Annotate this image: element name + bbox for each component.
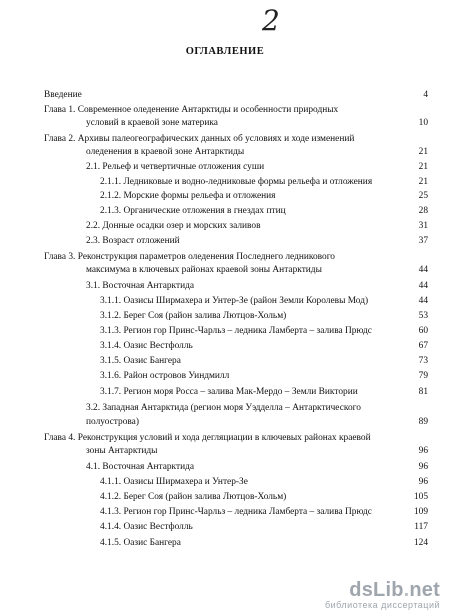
toc-entry-page: 109 <box>413 507 428 517</box>
toc-entry-page: 89 <box>418 417 428 427</box>
toc-entry-text: зоны Антарктиды <box>86 446 158 456</box>
toc-entry-page: 21 <box>418 162 428 172</box>
toc-entry-page: 67 <box>418 341 428 351</box>
toc-entry-page: 21 <box>418 147 428 157</box>
toc-entry-text: 4.1.4. Оазис Вестфолль <box>100 522 193 532</box>
toc-entry-page: 37 <box>418 236 428 246</box>
toc-entry-text: максимума в ключевых районах краевой зоны Антарктиды <box>86 265 322 275</box>
toc-entry-text: 2.2. Донные осадки озер и морских заливов <box>86 221 261 231</box>
page-title: ОГЛАВЛЕНИЕ <box>185 46 265 57</box>
toc-entry-text: оледенения в краевой зоне Антарктиды <box>86 147 245 157</box>
toc-entry-page: 96 <box>418 477 428 487</box>
watermark-brand-left: dsLib <box>349 579 404 601</box>
toc-entry-text: 2.1.2. Морские формы рельефа и отложения <box>100 191 276 201</box>
toc-entry-text: 3.1.7. Регион моря Росса – залива Мак-Мердо – Земли Виктории <box>100 387 358 397</box>
toc-entry-text: Глава 1. Современное оледенение Антарктиды и особенности природных <box>44 105 339 115</box>
toc-entry-text: 4.1.2. Берег Соя (район залива Лютцов-Хольм) <box>100 492 287 502</box>
toc-entry-text: Введение <box>44 90 82 100</box>
toc-entry-text: 3.1.6. Район островов Уиндмилл <box>100 371 230 381</box>
toc-entry-page: 105 <box>413 492 428 502</box>
toc-entry-page: 117 <box>414 522 428 532</box>
toc-entry-page: 81 <box>418 387 428 397</box>
toc-entry-page: 44 <box>418 296 428 306</box>
toc-entry-text: 3.1.2. Берег Соя (район залива Лютцов-Хольм) <box>100 311 287 321</box>
toc-entry-text: Глава 2. Архивы палеогеографических данных об условиях и ходе изменений <box>44 134 355 144</box>
toc-entry-text: 3.1.5. Оазис Бангера <box>100 356 181 366</box>
toc-entry-page: 73 <box>418 356 428 366</box>
toc-entry-text: условий в краевой зоне материка <box>86 118 218 128</box>
toc-entry-text: полуострова) <box>86 417 139 427</box>
watermark-brand-dot: . <box>403 579 410 601</box>
toc-entry-page: 4 <box>423 90 428 100</box>
toc-entry-text: Глава 3. Реконструкция параметров оледенения Последнего ледникового <box>44 252 335 262</box>
toc-entry-text: 3.1.4. Оазис Вестфолль <box>100 341 193 351</box>
toc-entry-text: 3.1.1. Оазисы Ширмахера и Унтер-Зе (район Земли Королевы Мод) <box>100 296 369 306</box>
toc-entry-page: 124 <box>413 538 428 548</box>
toc-entry-text: 2.1.3. Органические отложения в гнездах птиц <box>100 206 286 216</box>
toc-entry-page: 25 <box>418 191 428 201</box>
toc-entry-text: 2.3. Возраст отложений <box>86 236 180 246</box>
toc-entry-page: 60 <box>418 326 428 336</box>
toc-entry-text: 4.1.1. Оазисы Ширмахера и Унтер-Зе <box>100 477 248 487</box>
toc-entry-text: 3.1. Восточная Антарктида <box>86 281 195 291</box>
toc-entry-text: Глава 4. Реконструкция условий и хода дегляциации в ключевых районах краевой <box>44 433 371 443</box>
toc-entry-text: 2.1.1. Ледниковые и водно-ледниковые формы рельефа и отложения <box>100 177 373 187</box>
toc-entry-page: 96 <box>418 446 428 456</box>
toc-entry-text: 2.1. Рельеф и четвертичные отложения суши <box>86 162 265 172</box>
toc-entry-text: 4.1.3. Регион гор Принс-Чарльз – ледника Ламберта – залива Прюдс <box>100 507 372 517</box>
toc-entry-page: 96 <box>418 462 428 472</box>
watermark-brand <box>325 579 440 602</box>
toc-entry-page: 79 <box>418 371 428 381</box>
toc-entry-text: 3.2. Западная Антарктида (регион моря Уэдделла – Антарктического <box>86 403 361 413</box>
toc-entry-page: 44 <box>418 281 428 291</box>
toc-entry-page: 10 <box>418 118 428 128</box>
handwritten-page-number: 2 <box>262 4 280 37</box>
watermark-brand-right: net <box>409 579 440 601</box>
site-watermark <box>325 579 440 610</box>
toc-entry-page: 31 <box>418 221 428 231</box>
toc-entry-text: 4.1. Восточная Антарктида <box>86 462 195 472</box>
watermark-subtitle: библиотека диссертаций <box>324 600 440 610</box>
toc-entry-page: 28 <box>418 206 428 216</box>
toc-entry-page: 21 <box>418 177 428 187</box>
toc-entry-page: 53 <box>418 311 428 321</box>
toc-entry-page: 44 <box>418 265 428 275</box>
toc-entry-text: 3.1.3. Регион гор Принс-Чарльз – ледника Ламберта – залива Прюдс <box>100 326 372 336</box>
toc-entry-text: 4.1.5. Оазис Бангера <box>100 538 181 548</box>
